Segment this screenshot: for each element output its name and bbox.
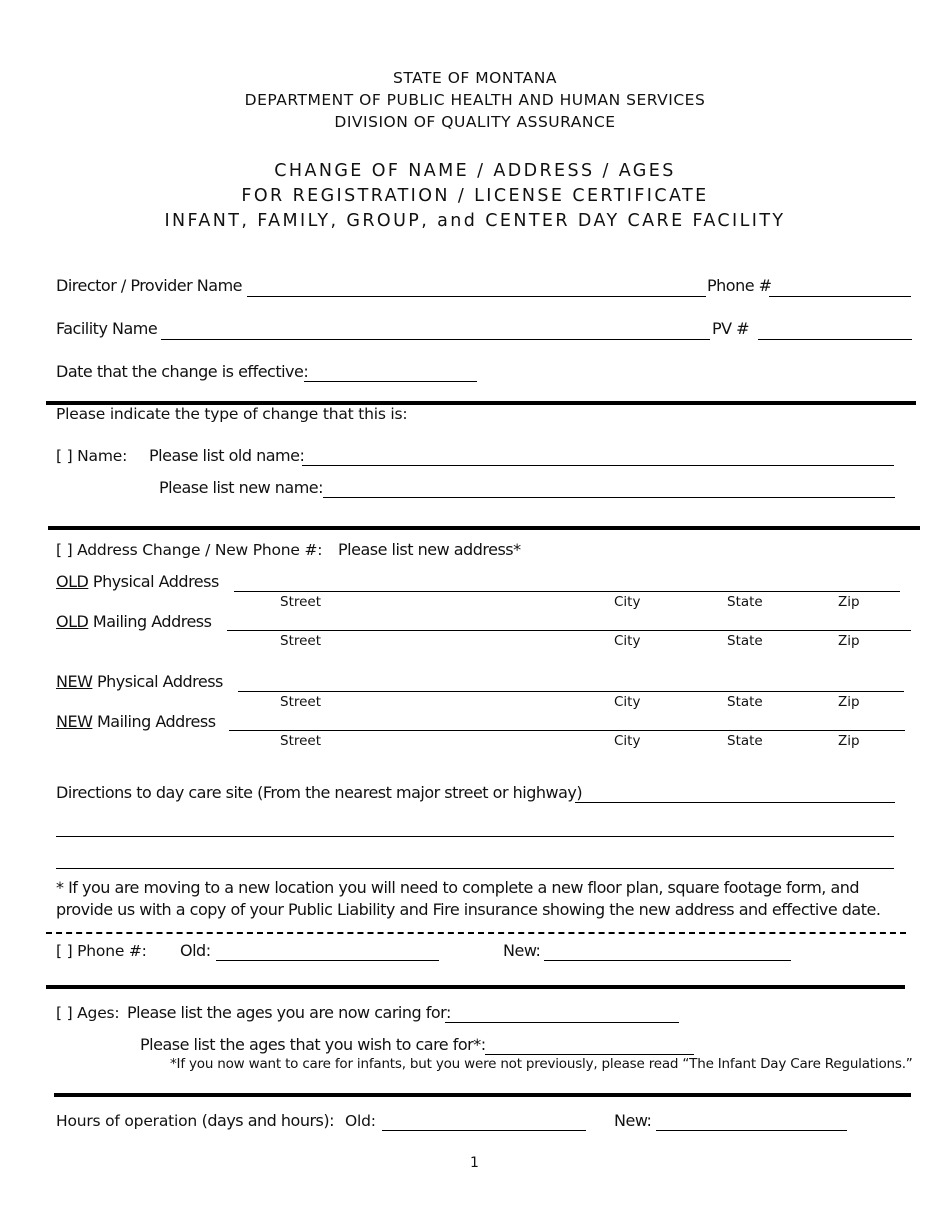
ages-wish-field[interactable] — [485, 1054, 694, 1055]
zip-caption: Zip — [838, 733, 860, 749]
city-caption: City — [614, 633, 641, 649]
city-caption: City — [614, 733, 641, 749]
old-word: OLD — [56, 612, 89, 631]
state-caption: State — [727, 694, 763, 710]
old-mailing-address-label — [56, 612, 211, 631]
hours-label — [56, 1111, 334, 1130]
change-type-intro: Please indicate the type of change that this is: — [56, 405, 408, 423]
name-checkbox[interactable]: [ ] Name: — [56, 447, 128, 465]
state-caption: State — [727, 633, 763, 649]
directions-field-line1[interactable] — [575, 802, 895, 803]
effective-date-field[interactable] — [304, 381, 477, 382]
old-physical-address-field[interactable] — [234, 591, 900, 592]
phone-label: Phone # — [707, 276, 772, 295]
director-label: Director / Provider Name — [56, 276, 242, 295]
city-caption: City — [614, 594, 641, 610]
moving-note-line1: * If you are moving to a new location you will need to complete a new floor plan, square footage form, and — [56, 878, 860, 897]
ages-checkbox[interactable]: [ ] Ages: — [56, 1004, 120, 1022]
pv-field[interactable] — [758, 339, 912, 340]
state-caption: State — [727, 733, 763, 749]
facility-field[interactable] — [161, 339, 710, 340]
old-physical-address-label — [56, 572, 219, 591]
moving-note-line2: provide us with a copy of your Public Liability and Fire insurance showing the new address and effective date. — [56, 900, 881, 919]
zip-caption: Zip — [838, 694, 860, 710]
effective-date-label: Date that the change is effective: — [56, 362, 309, 381]
street-caption: Street — [280, 694, 322, 710]
phone-field[interactable] — [769, 296, 911, 297]
hours-label-main: Hours of operation — [56, 1112, 198, 1130]
new-name-label: Please list new name: — [159, 478, 324, 497]
dashed-divider — [46, 932, 906, 934]
new-mailing-address-label — [56, 712, 216, 731]
mailing-address-text: Mailing Address — [92, 612, 212, 631]
directions-field-line2[interactable] — [56, 836, 894, 837]
hours-new-label: New: — [614, 1111, 652, 1130]
state-caption: State — [727, 594, 763, 610]
address-checkbox[interactable]: [ ] Address Change / New Phone #: — [56, 541, 323, 559]
street-caption: Street — [280, 733, 322, 749]
old-name-field[interactable] — [302, 465, 894, 466]
street-caption: Street — [280, 594, 322, 610]
directions-label: Directions to day care site (From the nearest major street or highway) — [56, 783, 583, 802]
street-caption: Street — [280, 633, 322, 649]
old-mailing-address-field[interactable] — [227, 630, 911, 631]
section-divider — [54, 1093, 911, 1097]
new-word: NEW — [56, 712, 93, 731]
phone-checkbox[interactable]: [ ] Phone #: — [56, 942, 147, 960]
zip-caption: Zip — [838, 594, 860, 610]
hours-old-label: Old: — [345, 1112, 376, 1130]
old-phone-field[interactable] — [216, 960, 439, 961]
mailing-address-text: Mailing Address — [97, 712, 216, 731]
new-phone-field[interactable] — [544, 960, 791, 961]
infant-regulations-note: *If you now want to care for infants, but you were not previously, please read “The Infant Day Care Regulations.” — [170, 1056, 913, 1072]
pv-label: PV # — [712, 319, 750, 338]
physical-address-text: Physical Address — [97, 672, 223, 691]
city-caption: City — [614, 694, 641, 710]
header-state: STATE OF MONTANA — [393, 69, 557, 87]
page-number: 1 — [470, 1155, 479, 1171]
address-instruction: Please list new address* — [338, 540, 521, 559]
new-physical-address-label — [56, 672, 223, 691]
header-division: DIVISION OF QUALITY ASSURANCE — [334, 113, 616, 131]
new-word: NEW — [56, 672, 93, 691]
form-title-line3: INFANT, FAMILY, GROUP, and CENTER DAY CARE FACILITY — [164, 211, 786, 231]
section-divider — [46, 985, 905, 989]
ages-now-label: Please list the ages you are now caring for: — [127, 1003, 451, 1022]
physical-address-text: Physical Address — [92, 572, 219, 591]
new-phone-label: New: — [503, 941, 541, 960]
new-name-field[interactable] — [323, 497, 895, 498]
hours-new-field[interactable] — [656, 1130, 847, 1131]
directions-field-line3[interactable] — [56, 868, 894, 869]
ages-wish-label: Please list the ages that you wish to care for*: — [140, 1035, 486, 1054]
form-title-line2: FOR REGISTRATION / LICENSE CERTIFICATE — [241, 186, 709, 206]
old-phone-label: Old: — [180, 941, 211, 960]
hours-old-field[interactable] — [382, 1130, 586, 1131]
ages-now-field[interactable] — [445, 1022, 679, 1023]
old-name-label: Please list old name: — [149, 446, 305, 465]
director-field[interactable] — [247, 296, 706, 297]
old-word: OLD — [56, 572, 89, 591]
form-title-line1: CHANGE OF NAME / ADDRESS / AGES — [274, 161, 676, 181]
header-department: DEPARTMENT OF PUBLIC HEALTH AND HUMAN SERVICES — [244, 91, 706, 109]
new-physical-address-field[interactable] — [238, 691, 904, 692]
zip-caption: Zip — [838, 633, 860, 649]
hours-label-detail: (days and hours): — [201, 1111, 335, 1130]
facility-label: Facility Name — [56, 319, 158, 338]
section-divider — [48, 526, 920, 530]
new-mailing-address-field[interactable] — [229, 730, 905, 731]
